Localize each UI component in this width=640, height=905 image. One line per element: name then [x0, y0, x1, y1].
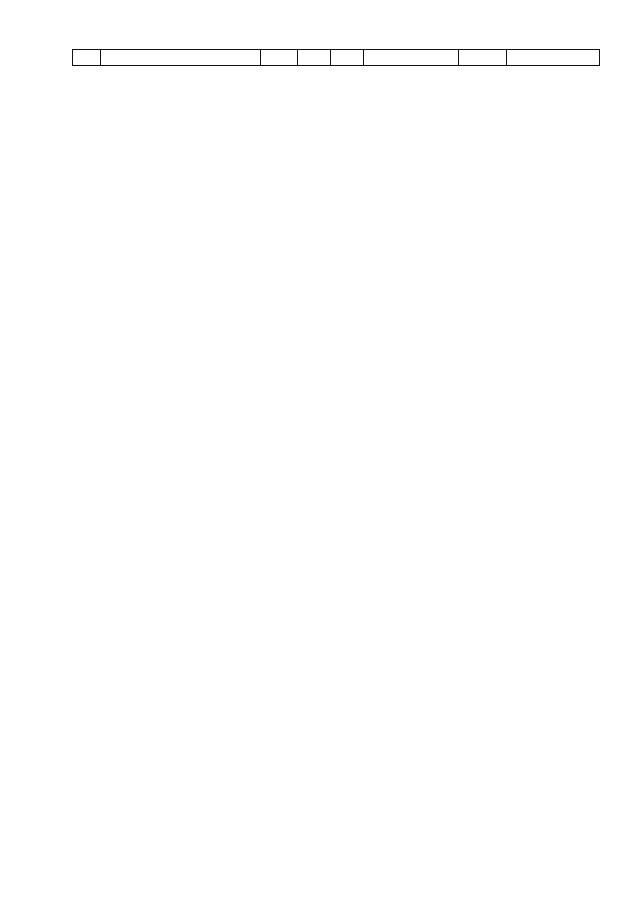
column-header-2 — [101, 50, 261, 66]
column-header-7 — [459, 50, 507, 66]
column-header-5 — [331, 50, 364, 66]
column-header-8 — [507, 50, 600, 66]
column-header-1 — [73, 50, 101, 66]
column-header-3 — [261, 50, 298, 66]
column-header-4 — [298, 50, 331, 66]
column-header-row — [72, 49, 600, 66]
column-header-6 — [364, 50, 459, 66]
